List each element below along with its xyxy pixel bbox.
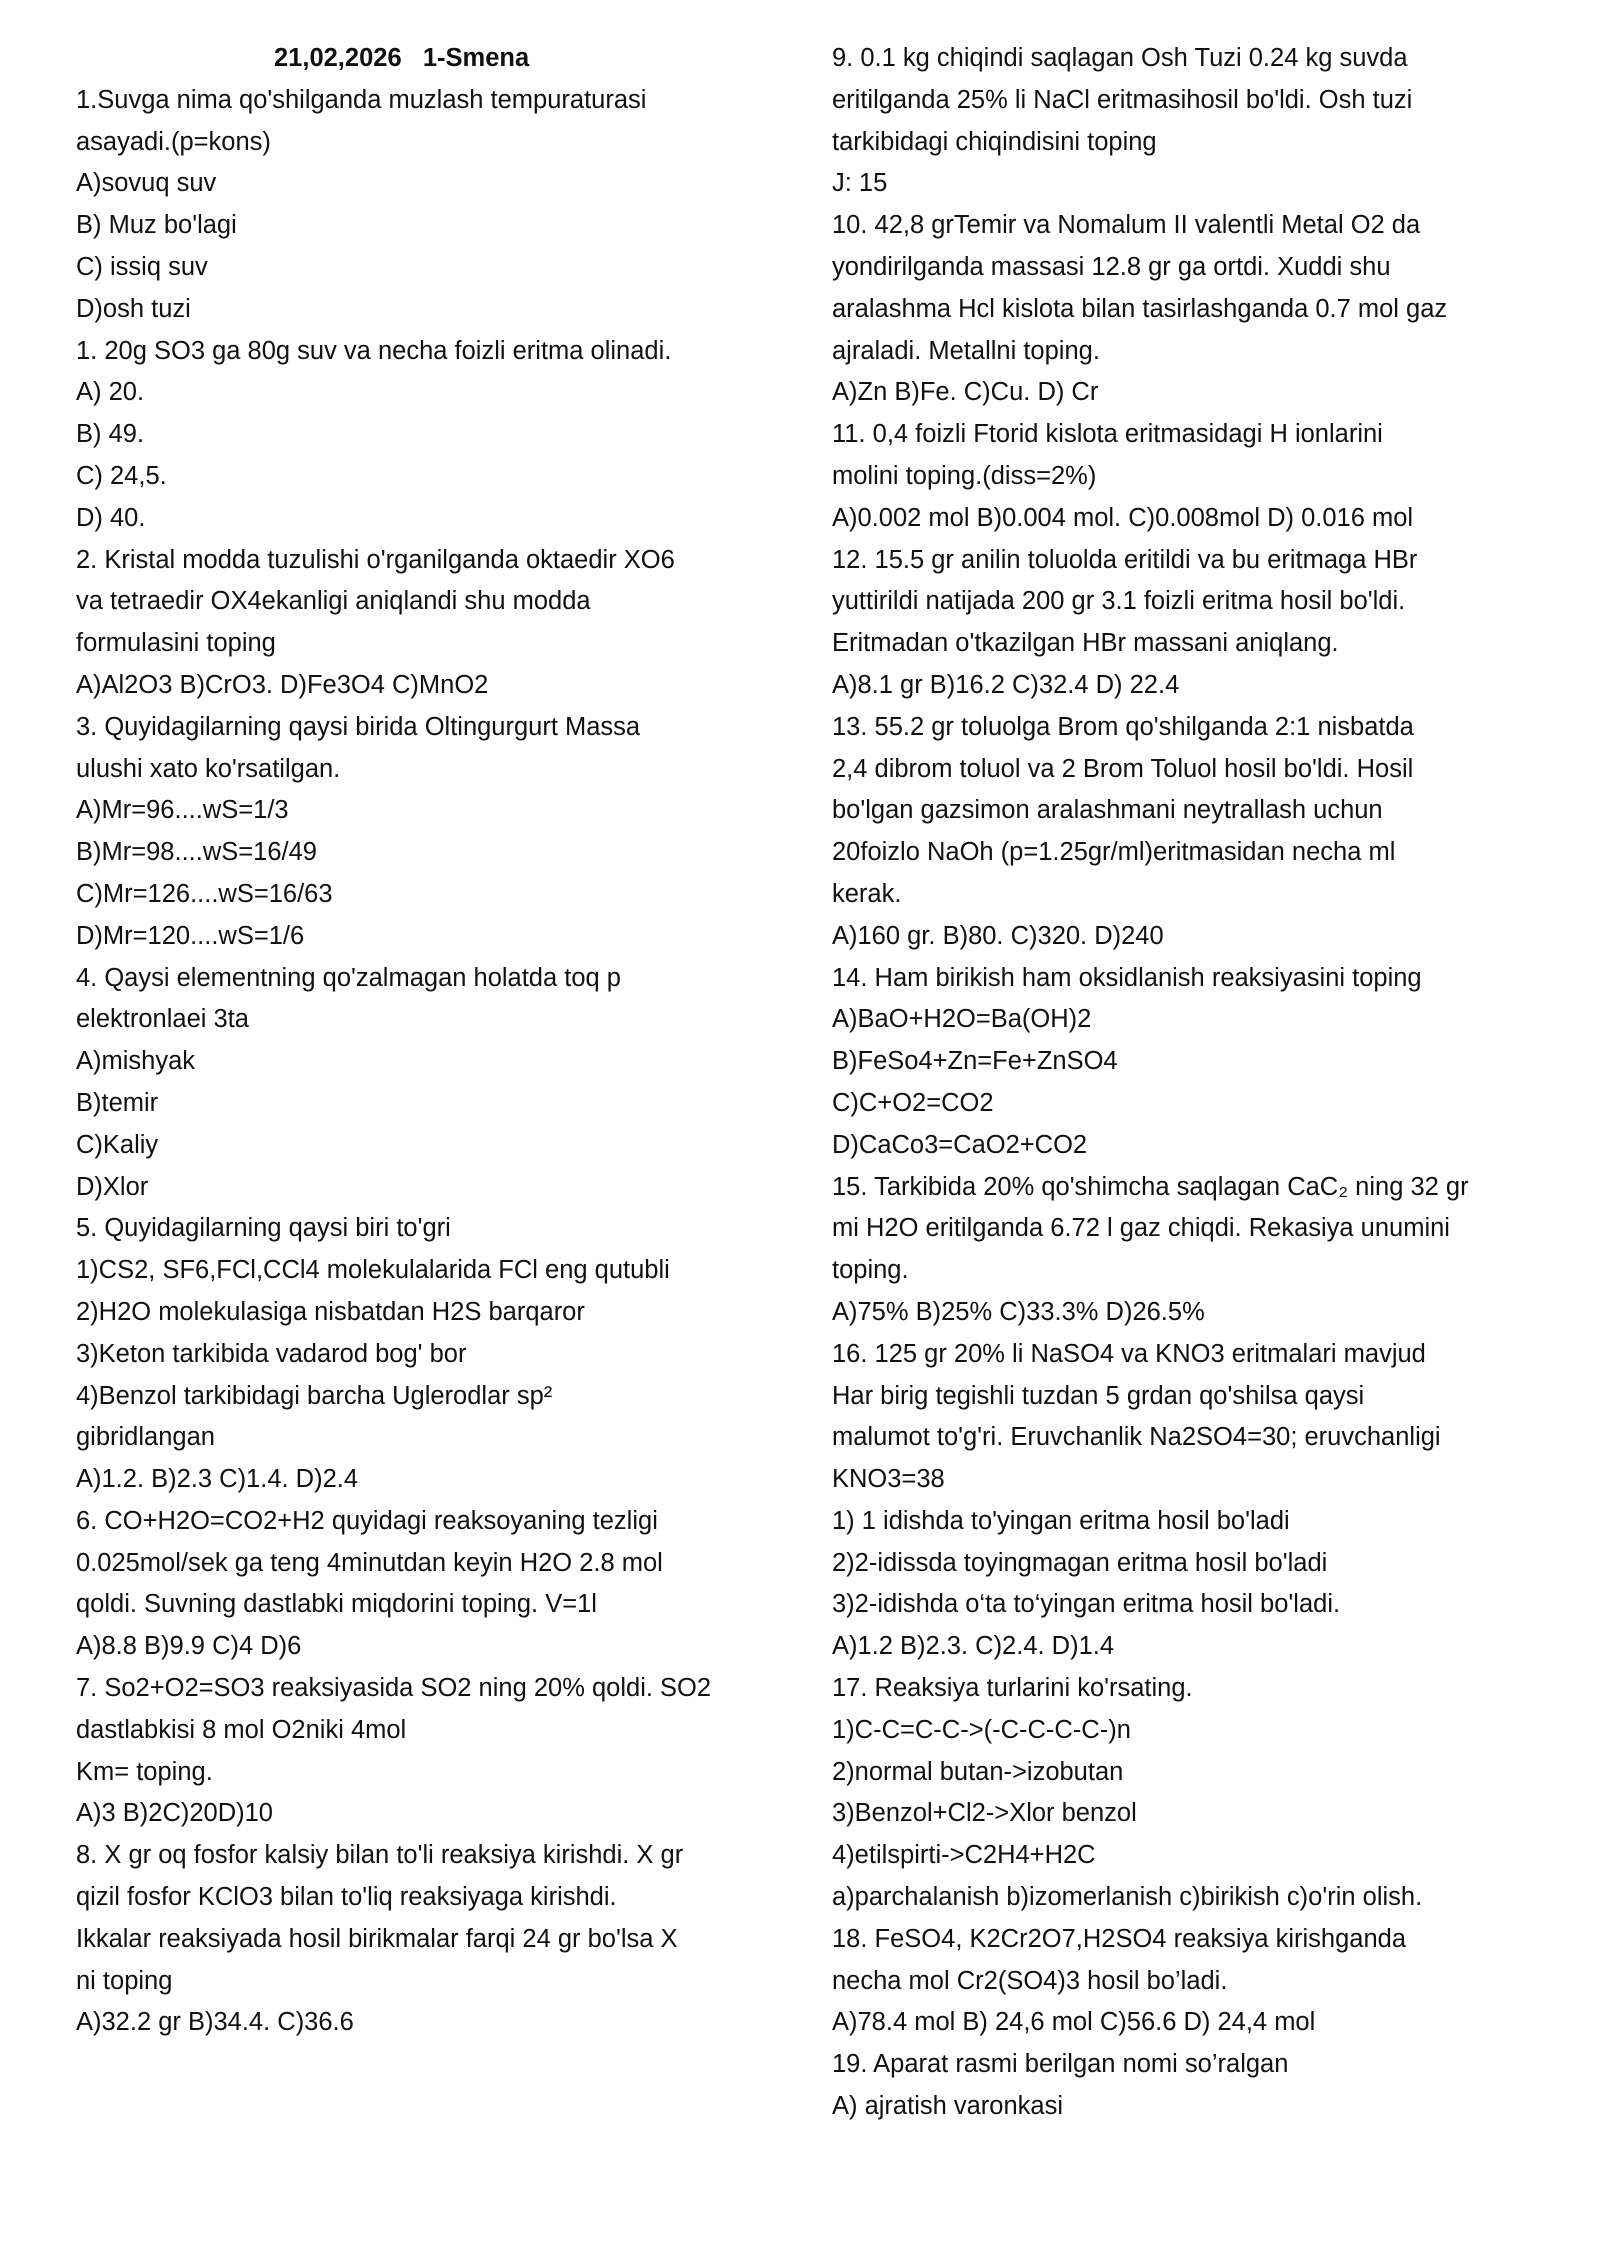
text-line: 1. 20g SO3 ga 80g suv va necha foizli eritma olinadi. — [76, 336, 672, 365]
text-line: B)temir — [76, 1088, 159, 1117]
text-line: 19. Aparat rasmi berilgan nomi so’ralgan — [832, 2050, 1289, 2079]
text-line: A)78.4 mol B) 24,6 mol C)56.6 D) 24,4 mol — [832, 2008, 1316, 2037]
right-column — [832, 38, 1532, 2128]
left-question-list — [76, 80, 766, 2044]
text-line: 2,4 dibrom toluol va 2 Brom Toluol hosil bo'ldi. Hosil — [832, 754, 1414, 783]
text-line: 0.025mol/sek ga teng 4minutdan keyin H2O 2.8 mol — [76, 1548, 663, 1577]
text-line: C)Mr=126....wS=16/63 — [76, 879, 333, 908]
text-line: 2. Kristal modda tuzulishi o'rganilganda oktaedir XO6 — [76, 545, 675, 574]
text-line: 1)CS2, SF6,FCl,CCl4 molekulalarida FCl eng qutubli — [76, 1256, 670, 1285]
text-line: A)1.2 B)2.3. C)2.4. D)1.4 — [832, 1632, 1115, 1661]
text-line: 13. 55.2 gr toluolga Brom qo'shilganda 2:1 nisbatda — [832, 712, 1414, 741]
text-line: yuttirildi natijada 200 gr 3.1 foizli eritma hosil bo'ldi. — [832, 587, 1406, 616]
text-line: A)160 gr. B)80. C)320. D)240 — [832, 921, 1164, 950]
text-line: 2)normal butan->izobutan — [832, 1757, 1124, 1786]
text-line: A)sovuq suv — [76, 169, 217, 198]
text-line: A)1.2. B)2.3 C)1.4. D)2.4 — [76, 1465, 359, 1494]
text-line: B)FeSo4+Zn=Fe+ZnSO4 — [832, 1047, 1118, 1076]
text-line: 16. 125 gr 20% li NaSO4 va KNO3 eritmalari mavjud — [832, 1339, 1426, 1368]
text-line: 4)Benzol tarkibidagi barcha Uglerodlar sp² — [76, 1381, 553, 1410]
text-line: J: 15 — [832, 169, 888, 198]
text-line: 14. Ham birikish ham oksidlanish reaksiyasini toping — [832, 963, 1422, 992]
text-line: 4. Qaysi elementning qo'zalmagan holatda toq p — [76, 963, 621, 992]
text-line: yondirilganda massasi 12.8 gr ga ortdi. Xuddi shu — [832, 252, 1391, 281]
text-line: 3)2-idishda o‘ta to‘yingan eritma hosil bo'ladi. — [832, 1590, 1341, 1619]
text-line: B) Muz bo'lagi — [76, 211, 237, 240]
text-line: 12. 15.5 gr anilin toluolda eritildi va bu eritmaga HBr — [832, 545, 1418, 574]
text-line: A)Mr=96....wS=1/3 — [76, 796, 289, 825]
text-line: necha mol Cr2(SO4)3 hosil bo’ladi. — [832, 1966, 1228, 1995]
text-line: 8. X gr oq fosfor kalsiy bilan to'li reaksiya kirishdi. X gr — [76, 1841, 684, 1870]
text-line: va tetraedir OX4ekanligi aniqlandi shu modda — [76, 587, 591, 616]
text-line: 17. Reaksiya turlarini ko'rsating. — [832, 1674, 1193, 1703]
text-line: Har birig tegishli tuzdan 5 grdan qo'shilsa qaysi — [832, 1381, 1365, 1410]
text-line: 20foizlo NaOh (p=1.25gr/ml)eritmasidan necha ml — [832, 838, 1396, 867]
text-line: C)C+O2=CO2 — [832, 1088, 994, 1117]
text-line: 9. 0.1 kg chiqindi saqlagan Osh Tuzi 0.24 kg suvda — [832, 44, 1408, 72]
text-line: eritilganda 25% li NaCl eritmasihosil bo'ldi. Osh tuzi — [832, 85, 1413, 114]
text-line: D)osh tuzi — [76, 294, 191, 323]
text-line: ulushi xato ko'rsatilgan. — [76, 754, 341, 783]
text-line: B)Mr=98....wS=16/49 — [76, 838, 317, 867]
text-line: KNO3=38 — [832, 1465, 945, 1494]
text-line: A)75% B)25% C)33.3% D)26.5% — [832, 1297, 1205, 1326]
text-line: 2)2-idissda toyingmagan eritma hosil bo'ladi — [832, 1548, 1328, 1577]
text-line: mi H2O eritilganda 6.72 l gaz chiqdi. Rekasiya unumini — [832, 1214, 1450, 1243]
text-line: 4)etilspirti->C2H4+H2C — [832, 1841, 1096, 1870]
text-line: ni toping — [76, 1966, 173, 1995]
text-line: A)Zn B)Fe. C)Cu. D) Cr — [832, 378, 1099, 407]
text-line: 1.Suvga nima qo'shilganda muzlash tempuraturasi — [76, 85, 647, 114]
text-line: A)Al2O3 B)CrO3. D)Fe3O4 C)MnO2 — [76, 670, 489, 699]
text-line: A)8.1 gr B)16.2 C)32.4 D) 22.4 — [832, 670, 1180, 699]
text-line: A)8.8 B)9.9 C)4 D)6 — [76, 1632, 302, 1661]
text-line: qizil fosfor KClO3 bilan to'liq reaksiyaga kirishdi. — [76, 1883, 617, 1912]
text-line: ajraladi. Metallni toping. — [832, 336, 1100, 365]
text-line: 15. Tarkibida 20% qo'shimcha saqlagan CaC₂ ning 32 gr — [832, 1172, 1469, 1201]
page-title: 21,02,2026 1-Smena — [274, 44, 530, 72]
text-line: a)parchalanish b)izomerlanish c)birikish c)o'rin olish. — [832, 1883, 1423, 1912]
text-line: elektronlaei 3ta — [76, 1005, 249, 1034]
text-line: Km= toping. — [76, 1757, 213, 1786]
text-line: 1) 1 idishda to'yingan eritma hosil bo'ladi — [832, 1506, 1290, 1535]
text-line: gibridlangan — [76, 1423, 215, 1452]
text-line: A)3 B)2C)20D)10 — [76, 1799, 273, 1828]
text-line: D)Xlor — [76, 1172, 149, 1201]
text-line: 11. 0,4 foizli Ftorid kislota eritmasidagi H ionlarini — [832, 420, 1383, 449]
text-line: 10. 42,8 grTemir va Nomalum II valentli Metal O2 da — [832, 211, 1421, 240]
text-line: bo'lgan gazsimon aralashmani neytrallash uchun — [832, 796, 1383, 825]
text-line: B) 49. — [76, 420, 145, 449]
text-line: 3)Keton tarkibida vadarod bog' bor — [76, 1339, 467, 1368]
text-line: dastlabkisi 8 mol O2niki 4mol — [76, 1715, 407, 1744]
text-line: A)0.002 mol B)0.004 mol. C)0.008mol D) 0.016 mol — [832, 503, 1414, 532]
text-line: C) 24,5. — [76, 461, 167, 490]
right-question-list — [832, 38, 1532, 2128]
text-line: C) issiq suv — [76, 252, 208, 281]
text-line: toping. — [832, 1256, 909, 1285]
text-line: A) ajratish varonkasi — [832, 2092, 1064, 2121]
text-line: D)Mr=120....wS=1/6 — [76, 921, 305, 950]
text-line: 3. Quyidagilarning qaysi birida Oltingurgurt Massa — [76, 712, 641, 741]
text-line: aralashma Hcl kislota bilan tasirlashganda 0.7 mol gaz — [832, 294, 1448, 323]
left-column — [76, 38, 766, 2044]
text-line: 18. FeSO4, K2Cr2O7,H2SO4 reaksiya kirishganda — [832, 1924, 1407, 1953]
text-line: C)Kaliy — [76, 1130, 159, 1159]
text-line: A)BaO+H2O=Ba(OH)2 — [832, 1005, 1092, 1034]
text-line: D) 40. — [76, 503, 146, 532]
text-line: formulasini toping — [76, 629, 276, 658]
text-line: molini toping.(diss=2%) — [832, 461, 1097, 490]
text-line: A)mishyak — [76, 1047, 196, 1076]
text-line: kerak. — [832, 879, 902, 908]
text-line: asayadi.(p=kons) — [76, 127, 271, 156]
text-line: A) 20. — [76, 378, 145, 407]
text-line: D)CaCo3=CaO2+CO2 — [832, 1130, 1088, 1159]
text-line: tarkibidagi chiqindisini toping — [832, 127, 1157, 156]
text-line: Ikkalar reaksiyada hosil birikmalar farqi 24 gr bo'lsa X — [76, 1924, 678, 1953]
text-line: 3)Benzol+Cl2->Xlor benzol — [832, 1799, 1137, 1828]
text-line: 5. Quyidagilarning qaysi biri to'gri — [76, 1214, 451, 1243]
text-line: qoldi. Suvning dastlabki miqdorini toping. V=1l — [76, 1590, 597, 1619]
text-line: 1)C-C=C-C->(-C-C-C-C-)n — [832, 1715, 1131, 1744]
text-line: 2)H2O molekulasiga nisbatdan H2S barqaror — [76, 1297, 585, 1326]
text-line: A)32.2 gr B)34.4. C)36.6 — [76, 2008, 354, 2037]
text-line: 7. So2+O2=SO3 reaksiyasida SO2 ning 20% qoldi. SO2 — [76, 1674, 712, 1703]
text-line: Eritmadan o'tkazilgan HBr massani aniqlang. — [832, 629, 1339, 658]
text-line: 6. CO+H2O=CO2+H2 quyidagi reaksoyaning tezligi — [76, 1506, 658, 1535]
text-line: malumot to'g'ri. Eruvchanlik Na2SO4=30; eruvchanligi — [832, 1423, 1441, 1452]
